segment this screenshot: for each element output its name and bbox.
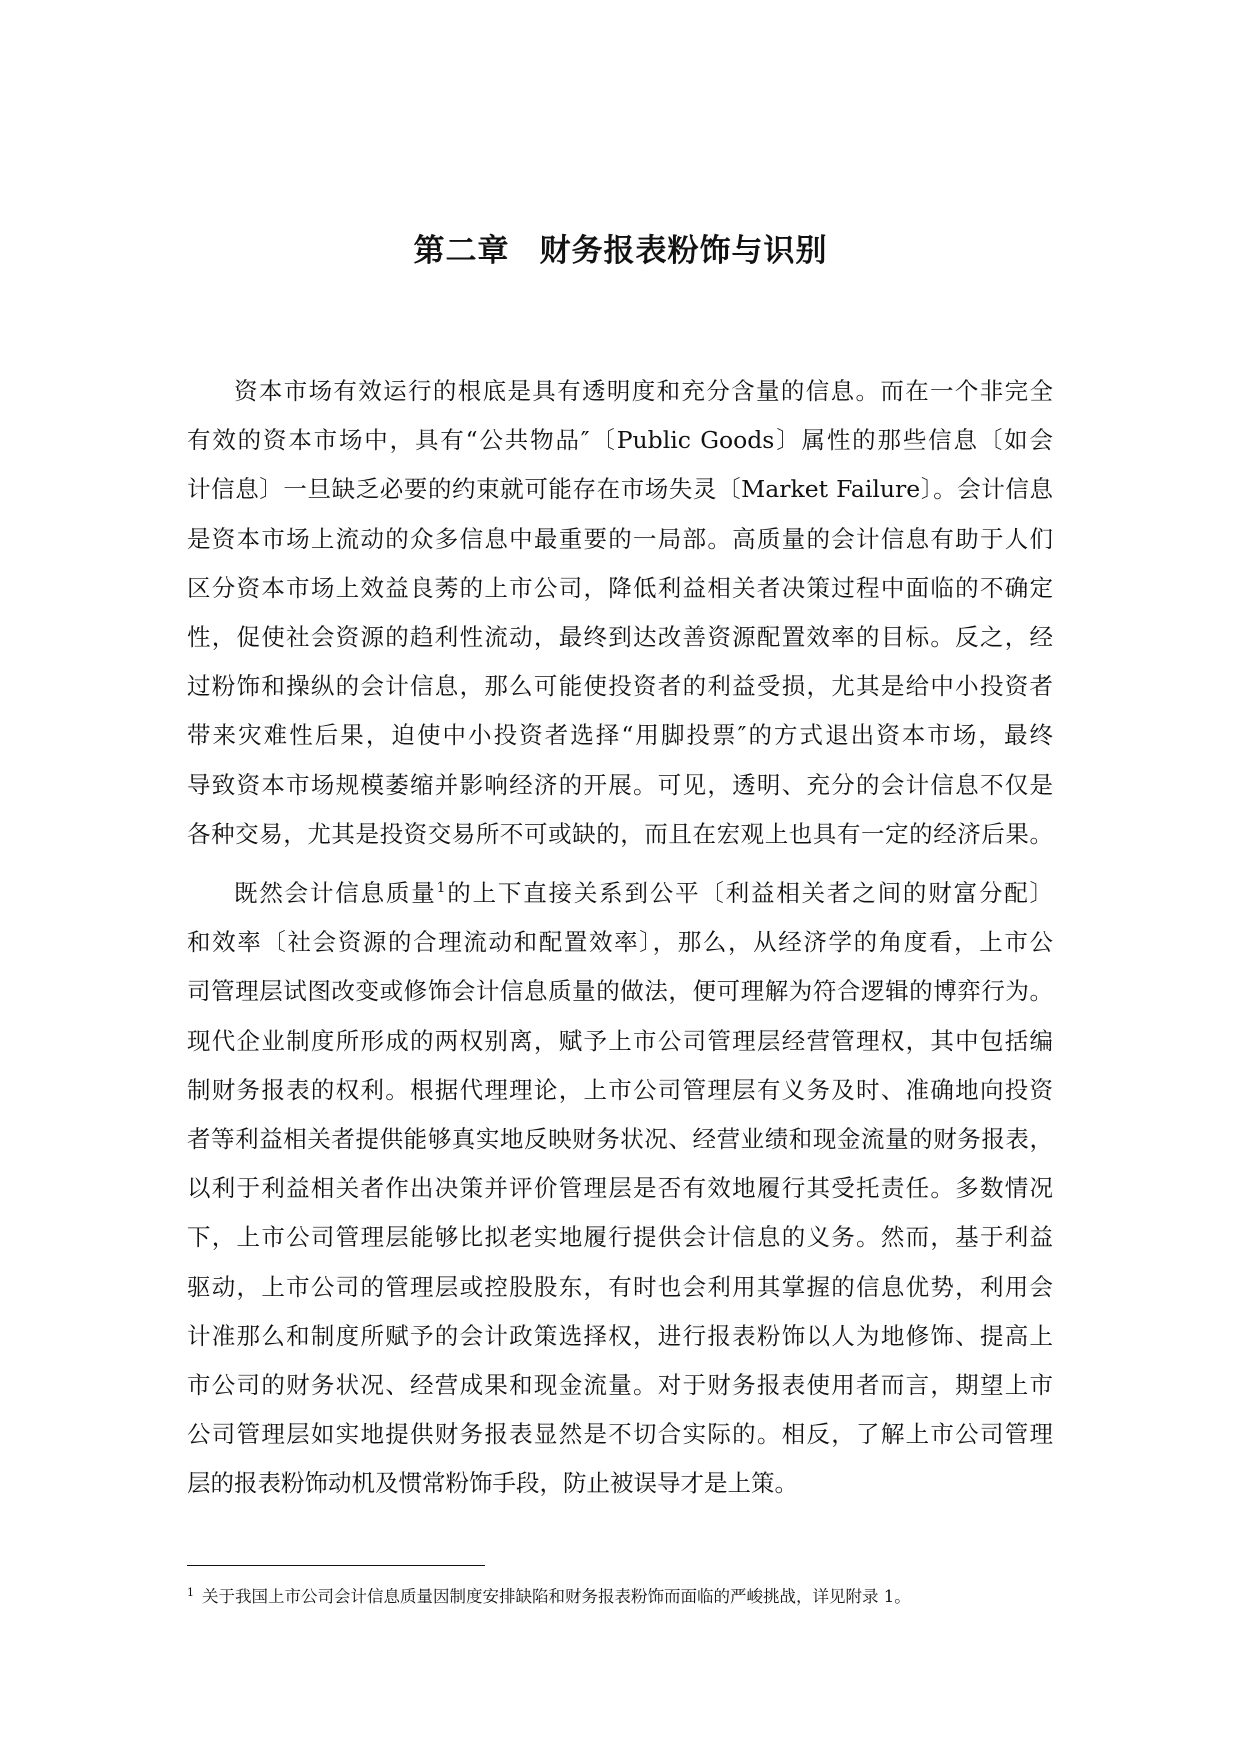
paragraph-line: 市公司的财务状况、经营成果和现金流量。对于财务报表使用者而言，期望上市: [187, 1371, 1053, 1400]
paragraph-line-start: 既然会计信息质量: [234, 879, 437, 907]
paragraph-line: 性，促使社会资源的趋利性流动，最终到达改善资源配置效率的目标。反之，经: [187, 623, 1053, 652]
paragraph-line: 资本市场有效运行的根底是具有透明度和充分含量的信息。而在一个非完全: [234, 377, 1053, 405]
footnote-marker: 1: [187, 1585, 194, 1599]
paragraph-line: 导致资本市场规模萎缩并影响经济的开展。可见，透明、充分的会计信息不仅是: [187, 770, 1053, 799]
paragraph-line: 区分资本市场上效益良莠的上市公司，降低利益相关者决策过程中面临的不确定: [187, 573, 1053, 602]
paragraph-line: 计准那么和制度所赋予的会计政策选择权，进行报表粉饰以人为地修饰、提高上: [187, 1321, 1053, 1350]
paragraph-line: 和效率〔社会资源的合理流动和配置效率〕，那么，从经济学的角度看，上市公: [187, 928, 1053, 957]
paragraph-line: 驱动，上市公司的管理层或控股股东，有时也会利用其掌握的信息优势，利用会: [187, 1272, 1053, 1301]
paragraph-line: 以利于利益相关者作出决策并评价管理层是否有效地履行其受托责任。多数情况: [187, 1174, 1053, 1203]
chapter-heading: 财务报表粉饰与识别: [539, 233, 828, 269]
paragraph-line: 各种交易，尤其是投资交易所不可或缺的，而且在宏观上也具有一定的经济后果。: [187, 819, 1053, 848]
paragraph-2: [187, 869, 1053, 1509]
paragraph-line: 过粉饰和操纵的会计信息，那么可能使投资者的利益受损，尤其是给中小投资者: [187, 672, 1053, 701]
paragraph-line: 是资本市场上流动的众多信息中最重要的一局部。高质量的会计信息有助于人们: [187, 524, 1053, 553]
footnote: [187, 1583, 911, 1607]
paragraph-line: 带来灾难性后果，迫使中小投资者选择“用脚投票″的方式退出资本市场，最终: [187, 721, 1053, 750]
chapter-number: 第二章: [413, 233, 510, 269]
paragraph-line: 制财务报表的权利。根据代理理论，上市公司管理层有义务及时、准确地向投资: [187, 1075, 1053, 1104]
paragraph-line: 层的报表粉饰动机及惯常粉饰手段，防止被误导才是上策。: [187, 1469, 798, 1498]
chapter-title: [0, 225, 1241, 270]
paragraph-line-end: 的上下直接关系到公平〔利益相关者之间的财富分配〕: [445, 879, 1054, 907]
paragraph-line: [187, 869, 1053, 918]
paragraph-line: 者等利益相关者提供能够真实地反映财务状况、经营业绩和现金流量的财务报表，: [187, 1125, 1053, 1154]
paragraph-line: 现代企业制度所形成的两权别离，赋予上市公司管理层经营管理权，其中包括编: [187, 1026, 1053, 1055]
paragraph-line: 计信息〕一旦缺乏必要的约束就可能存在市场失灵〔Market Failure〕。会计信息: [187, 475, 1053, 504]
paragraph-line: 下，上市公司管理层能够比拟老实地履行提供会计信息的义务。然而，基于利益: [187, 1223, 1053, 1252]
paragraph-line: 有效的资本市场中，具有“公共物品″〔Public Goods〕属性的那些信息〔如会: [187, 426, 1053, 455]
paragraph-1: [187, 367, 1053, 859]
footnote-text: 关于我国上市公司会计信息质量因制度安排缺陷和财务报表粉饰而面临的严峻挑战，详见附录 1。: [202, 1587, 911, 1606]
footnote-reference[interactable]: 1: [436, 880, 446, 897]
footnote-divider: [187, 1565, 485, 1566]
paragraph-line: 司管理层试图改变或修饰会计信息质量的做法，便可理解为符合逻辑的博弈行为。: [187, 977, 1053, 1006]
paragraph-line: 公司管理层如实地提供财务报表显然是不切合实际的。相反，了解上市公司管理: [187, 1420, 1053, 1449]
